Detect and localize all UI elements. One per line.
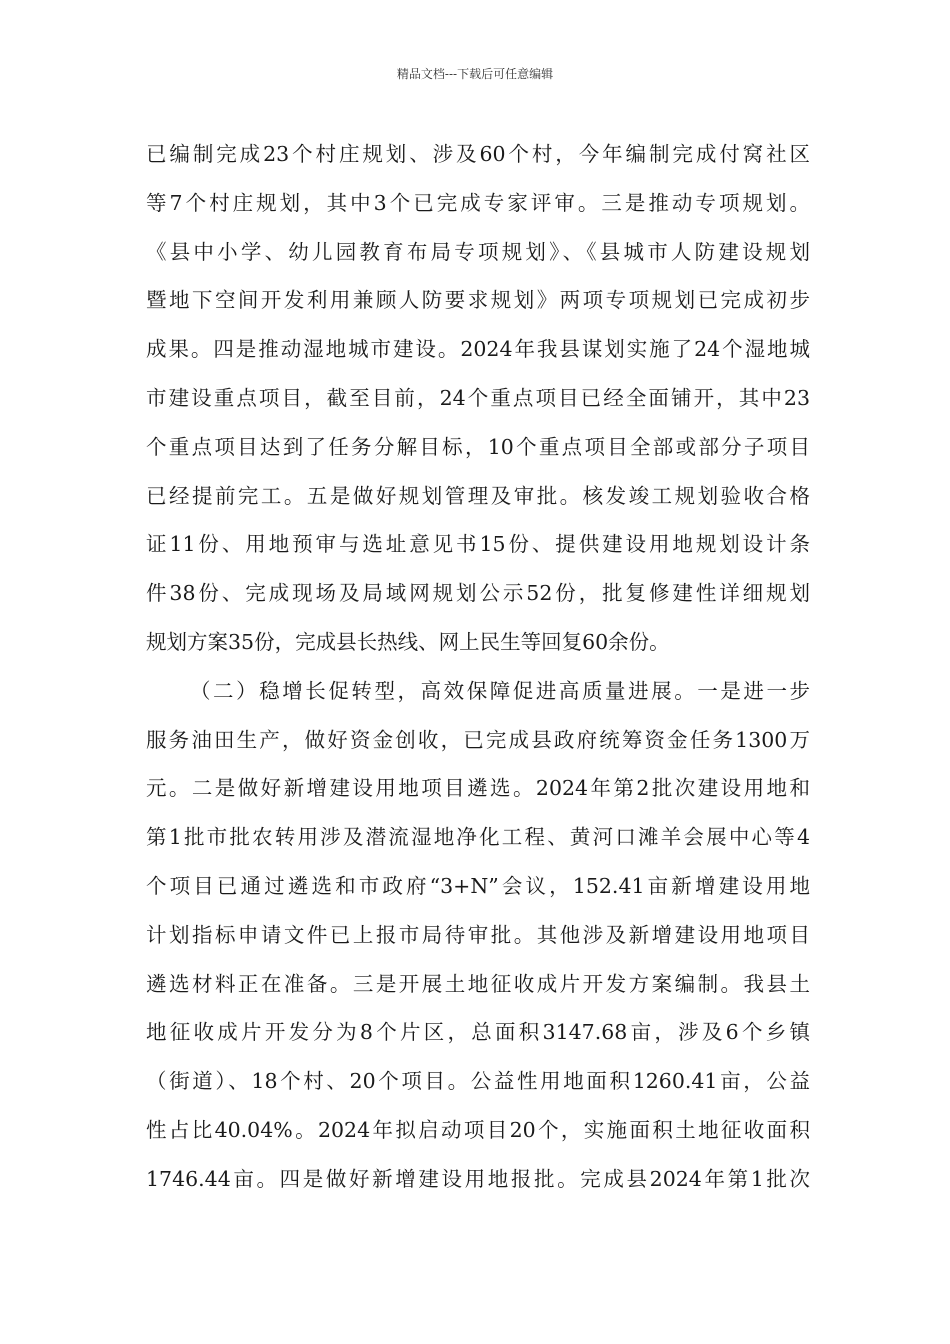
document-body	[146, 130, 810, 1204]
text-line: 等7个村庄规划，其中3个已完成专家评审。三是推动专项规划。	[146, 190, 810, 215]
text-line: 规划方案35份，完成县长热线、网上民生等回复60余份。	[146, 629, 670, 654]
text-line: 元。二是做好新增建设用地项目遴选。2024年第2批次建设用地和	[146, 776, 810, 801]
text-line: 暨地下空间开发利用兼顾人防要求规划》两项专项规划已完成初步	[146, 288, 810, 313]
text-line: 市建设重点项目，截至目前，24个重点项目已经全面铺开，其中23	[146, 385, 810, 410]
text-line: 1746.44亩。四是做好新增建设用地报批。完成县2024年第1批次	[146, 1166, 810, 1191]
text-line: 已编制完成23个村庄规划、涉及60个村，今年编制完成付窝社区	[146, 142, 810, 166]
text-line: 证11份、用地预审与选址意见书15份、提供建设用地规划设计条	[146, 532, 810, 557]
text-line: 件38份、完成现场及局域网规划公示52份，批复修建性详细规划	[146, 581, 810, 606]
text-line: 个项目已通过遴选和市政府“3+N”会议，152.41亩新增建设用地	[146, 873, 810, 898]
text-line: （街道）、18个村、20个项目。公益性用地面积1260.41亩，公益	[146, 1069, 810, 1094]
text-line: 成果。四是推动湿地城市建设。2024年我县谋划实施了24个湿地城	[146, 337, 810, 362]
text-line: 计划指标申请文件已上报市局待审批。其他涉及新增建设用地项目	[146, 922, 810, 947]
text-line: （二）稳增长促转型，高效保障促进高质量进展。一是进一步	[190, 678, 810, 703]
text-line: 已经提前完工。五是做好规划管理及审批。核发竣工规划验收合格	[146, 483, 810, 508]
text-line: 第1批市批农转用涉及潜流湿地净化工程、黄河口滩羊会展中心等4	[146, 825, 810, 850]
text-line: 个重点项目达到了任务分解目标，10个重点项目全部或部分子项目	[146, 434, 810, 459]
page-header: 精品文档---下载后可任意编辑	[396, 67, 554, 81]
text-line: 遴选材料正在准备。三是开展土地征收成片开发方案编制。我县土	[146, 971, 810, 996]
text-line: 地征收成片开发分为8个片区，总面积3147.68亩，涉及6个乡镇	[146, 1020, 810, 1045]
text-line: 《县中小学、幼儿园教育布局专项规划》、《县城市人防建设规划	[146, 239, 810, 264]
text-line: 服务油田生产，做好资金创收，已完成县政府统筹资金任务1300万	[146, 727, 810, 752]
text-line: 性占比40.04%。2024年拟启动项目20个，实施面积土地征收面积	[146, 1117, 810, 1142]
